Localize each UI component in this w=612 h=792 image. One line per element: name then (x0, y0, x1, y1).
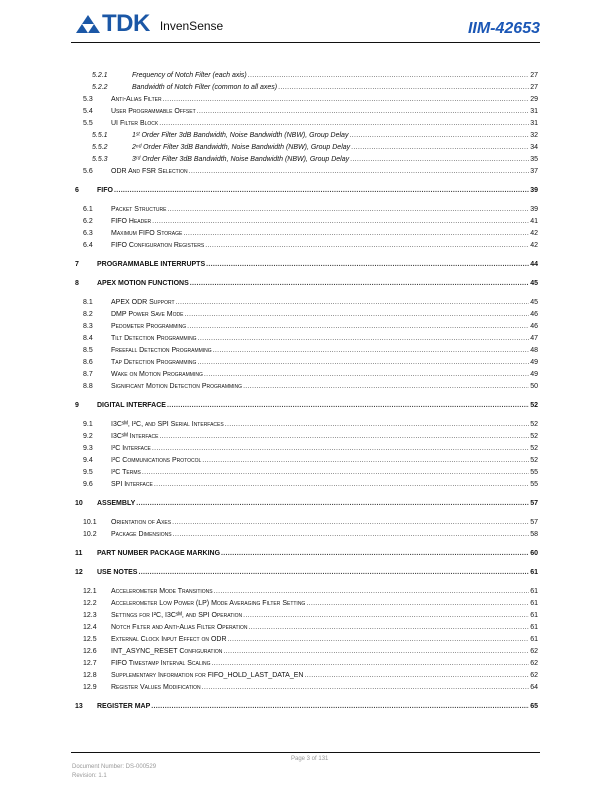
toc-page: 52 (530, 445, 538, 452)
toc-page: 61 (530, 636, 538, 643)
toc-entry[interactable] (70, 684, 538, 696)
toc-entry[interactable] (70, 359, 538, 371)
toc-page: 61 (530, 624, 538, 631)
toc-title: Freefall Detection Programming (111, 347, 212, 354)
toc-title: UI Filter Block (111, 120, 159, 127)
toc-number: 5.2.1 (92, 72, 108, 79)
toc-entry[interactable] (70, 660, 538, 672)
toc-page: 65 (530, 703, 538, 710)
toc-entry[interactable] (70, 612, 538, 624)
toc-entry[interactable] (70, 624, 538, 636)
toc-leader (197, 108, 530, 115)
toc-leader (183, 230, 529, 237)
toc-title: FIFO (97, 187, 113, 194)
toc-entry[interactable] (70, 132, 538, 144)
toc-page: 52 (530, 433, 538, 440)
toc-title: Maximum FIFO Storage (111, 230, 183, 237)
toc-number: 5.3 (83, 96, 93, 103)
toc-number: 8 (75, 280, 79, 287)
toc-entry[interactable] (70, 144, 538, 156)
toc-leader (350, 156, 529, 163)
part-number: IIM-42653 (467, 20, 540, 37)
toc-number: 5.6 (83, 168, 93, 175)
toc-page: 31 (530, 108, 538, 115)
toc-leader (306, 600, 529, 607)
toc-number: 7 (75, 261, 79, 268)
toc-title: DIGITAL INTERFACE (97, 402, 166, 409)
toc-page: 48 (530, 347, 538, 354)
toc-entry[interactable] (70, 636, 538, 648)
toc-number: 9 (75, 402, 79, 409)
toc-leader (159, 120, 529, 127)
toc-page: 60 (530, 550, 538, 557)
toc-title: Pedometer Programming (111, 323, 187, 330)
toc-number: 12.1 (83, 588, 97, 595)
toc-entry[interactable] (70, 347, 538, 359)
toc-number: 10 (75, 500, 83, 507)
toc-leader (184, 311, 529, 318)
toc-page: 62 (530, 672, 538, 679)
toc-number: 11 (75, 550, 83, 557)
toc-page: 61 (530, 569, 538, 576)
toc-number: 10.1 (83, 519, 97, 526)
toc-title: 3ʳᵈ Order Filter 3dB Bandwidth, Noise Bandwidth (NBW), Group Delay (132, 156, 350, 163)
toc-leader (138, 569, 529, 576)
toc-title: I²C Communications Protocol (111, 457, 202, 464)
toc-leader (248, 624, 529, 631)
toc-entry[interactable] (70, 187, 538, 199)
footer-doc-info (72, 763, 156, 781)
toc-number: 9.2 (83, 433, 93, 440)
toc-page: 50 (530, 383, 538, 390)
toc-number: 6.4 (83, 242, 93, 249)
toc-title: Tilt Detection Programming (111, 335, 197, 342)
toc-number: 5.5 (83, 120, 93, 127)
toc-title: ODR And FSR Selection (111, 168, 188, 175)
toc-leader (167, 206, 529, 213)
toc-entry[interactable] (70, 445, 538, 457)
toc-leader (225, 421, 530, 428)
toc-title: Frequency of Notch Filter (each axis) (132, 72, 247, 79)
toc-title: 1ˢᵗ Order Filter 3dB Bandwidth, Noise Bandwidth (NBW), Group Delay (132, 132, 349, 139)
toc-leader (189, 168, 530, 175)
toc-title: I²C Interface (111, 445, 151, 452)
toc-page: 42 (530, 230, 538, 237)
revision: Revision: 1.1 (72, 773, 107, 779)
toc-page: 46 (530, 323, 538, 330)
toc-title: ASSEMBLY (97, 500, 136, 507)
toc-page: 27 (530, 84, 538, 91)
toc-page: 32 (530, 132, 538, 139)
toc-entry[interactable] (70, 335, 538, 347)
toc-entry[interactable] (70, 168, 538, 180)
toc-leader (151, 703, 529, 710)
toc-page: 27 (530, 72, 538, 79)
toc-title: FIFO Configuration Registers (111, 242, 205, 249)
toc-leader (212, 660, 530, 667)
toc-entry[interactable] (70, 531, 538, 543)
toc-entry[interactable] (70, 120, 538, 132)
toc-number: 12.4 (83, 624, 97, 631)
toc-entry[interactable] (70, 588, 538, 600)
toc-entry[interactable] (70, 421, 538, 433)
toc-leader (202, 457, 529, 464)
toc-leader (198, 335, 530, 342)
toc-leader (214, 588, 530, 595)
toc-page: 58 (530, 531, 538, 538)
toc-number: 8.3 (83, 323, 93, 330)
toc-leader (176, 299, 530, 306)
toc-entry[interactable] (70, 156, 538, 168)
toc-page: 45 (530, 280, 538, 287)
toc-leader (349, 132, 529, 139)
toc-title: Bandwidth of Notch Filter (common to all axes) (132, 84, 278, 91)
toc-title: I3Cˢᴹ, I²C, and SPI Serial Interfaces (111, 421, 224, 428)
toc-entry[interactable] (70, 469, 538, 481)
toc-entry[interactable] (70, 550, 538, 562)
toc-number: 12 (75, 569, 83, 576)
toc-title: PROGRAMMABLE INTERRUPTS (97, 261, 206, 268)
toc-number: 6.3 (83, 230, 93, 237)
toc-title: User Programmable Offset (111, 108, 196, 115)
toc-number: 9.3 (83, 445, 93, 452)
tdk-symbol-icon (76, 14, 100, 34)
toc-number: 9.5 (83, 469, 93, 476)
toc-number: 12.2 (83, 600, 97, 607)
toc-title: I²C Terms (111, 469, 141, 476)
toc-entry[interactable] (70, 600, 538, 612)
toc-title: Supplementary Information for FIFO_HOLD_LAST_DATA_EN (111, 672, 304, 679)
toc-entry[interactable] (70, 481, 538, 493)
toc-number: 5.4 (83, 108, 93, 115)
toc-entry[interactable] (70, 457, 538, 469)
toc-number: 8.2 (83, 311, 93, 318)
toc-page: 37 (530, 168, 538, 175)
toc-entry[interactable] (70, 72, 538, 84)
toc-leader (172, 519, 529, 526)
toc-leader (167, 402, 529, 409)
toc-leader (142, 469, 529, 476)
toc-number: 8.5 (83, 347, 93, 354)
toc-title: INT_ASYNC_RESET Configuration (111, 648, 223, 655)
table-of-contents (70, 72, 538, 722)
toc-number: 12.9 (83, 684, 97, 691)
toc-page: 34 (530, 144, 538, 151)
toc-leader (152, 445, 529, 452)
toc-page: 49 (530, 371, 538, 378)
toc-entry[interactable] (70, 371, 538, 383)
toc-title: Notch Filter and Anti-Alias Filter Operation (111, 624, 248, 631)
toc-leader (304, 672, 529, 679)
toc-entry[interactable] (70, 703, 538, 715)
toc-number: 6 (75, 187, 79, 194)
toc-title: Tap Detection Programming (111, 359, 197, 366)
toc-number: 10.2 (83, 531, 97, 538)
toc-title: Wake on Motion Programming (111, 371, 203, 378)
toc-title: APEX MOTION FUNCTIONS (97, 280, 189, 287)
toc-leader (351, 144, 529, 151)
toc-leader (204, 371, 529, 378)
toc-number: 5.5.1 (92, 132, 108, 139)
toc-entry[interactable] (70, 261, 538, 273)
toc-page: 45 (530, 299, 538, 306)
document-number: Document Number: DS-000529 (72, 764, 157, 770)
toc-leader (243, 612, 529, 619)
toc-page: 29 (530, 96, 538, 103)
toc-title: PART NUMBER PACKAGE MARKING (97, 550, 221, 557)
toc-title: I3Cˢᴹ Interface (111, 433, 159, 440)
toc-entry[interactable] (70, 323, 538, 335)
toc-leader (163, 96, 530, 103)
toc-title: Register Values Modification (111, 684, 201, 691)
toc-number: 6.1 (83, 206, 93, 213)
toc-title: FIFO Timestamp Interval Scaling (111, 660, 211, 667)
toc-number: 12.6 (83, 648, 97, 655)
footer-divider (71, 752, 540, 753)
toc-leader (187, 323, 529, 330)
toc-title: Settings for I²C, I3Cˢᴹ, and SPI Operation (111, 612, 243, 619)
toc-entry[interactable] (70, 648, 538, 660)
toc-leader (202, 684, 530, 691)
toc-leader (206, 261, 529, 268)
toc-page: 46 (530, 311, 538, 318)
toc-number: 9.1 (83, 421, 93, 428)
toc-leader (114, 187, 529, 194)
toc-entry[interactable] (70, 96, 538, 108)
toc-entry[interactable] (70, 230, 538, 242)
toc-leader (248, 72, 529, 79)
toc-number: 5.5.2 (92, 144, 108, 151)
toc-entry[interactable] (70, 299, 538, 311)
toc-page: 39 (530, 206, 538, 213)
toc-number: 5.2.2 (92, 84, 108, 91)
toc-entry[interactable] (70, 280, 538, 292)
toc-title: Packet Structure (111, 206, 167, 213)
toc-entry[interactable] (70, 402, 538, 414)
toc-page: 57 (530, 500, 538, 507)
toc-title: DMP Power Save Mode (111, 311, 184, 318)
toc-leader (278, 84, 529, 91)
toc-leader (136, 500, 529, 507)
toc-page: 61 (530, 588, 538, 595)
toc-title: Accelerometer Mode Transitions (111, 588, 213, 595)
toc-leader (228, 636, 530, 643)
toc-leader (154, 481, 529, 488)
toc-page: 62 (530, 648, 538, 655)
toc-page: 57 (530, 519, 538, 526)
toc-title: FIFO Header (111, 218, 152, 225)
toc-title: REGISTER MAP (97, 703, 151, 710)
toc-leader (173, 531, 530, 538)
toc-page: 52 (530, 457, 538, 464)
toc-leader (223, 648, 529, 655)
toc-entry[interactable] (70, 84, 538, 96)
toc-title: Orientation of Axes (111, 519, 172, 526)
toc-number: 9.4 (83, 457, 93, 464)
toc-entry[interactable] (70, 519, 538, 531)
toc-leader (197, 359, 529, 366)
toc-page: 41 (530, 218, 538, 225)
toc-number: 5.5.3 (92, 156, 108, 163)
toc-page: 42 (530, 242, 538, 249)
page-number: Page 3 of 131 (291, 756, 329, 762)
toc-entry[interactable] (70, 500, 538, 512)
toc-number: 8.1 (83, 299, 93, 306)
toc-page: 55 (530, 469, 538, 476)
toc-title: SPI Interface (111, 481, 153, 488)
toc-number: 8.6 (83, 359, 93, 366)
toc-number: 8.8 (83, 383, 93, 390)
toc-number: 8.4 (83, 335, 93, 342)
toc-entry[interactable] (70, 311, 538, 323)
toc-leader (152, 218, 529, 225)
toc-page: 49 (530, 359, 538, 366)
toc-entry[interactable] (70, 206, 538, 218)
toc-leader (221, 550, 529, 557)
toc-leader (243, 383, 529, 390)
toc-number: 12.5 (83, 636, 97, 643)
toc-entry[interactable] (70, 433, 538, 445)
brand-name: TDK (102, 10, 150, 37)
toc-page: 31 (530, 120, 538, 127)
toc-page: 64 (530, 684, 538, 691)
toc-leader (159, 433, 529, 440)
toc-entry[interactable] (70, 108, 538, 120)
toc-number: 8.7 (83, 371, 93, 378)
toc-entry[interactable] (70, 672, 538, 684)
toc-page: 61 (530, 600, 538, 607)
toc-page: 61 (530, 612, 538, 619)
toc-title: 2ⁿᵈ Order Filter 3dB Bandwidth, Noise Bandwidth (NBW), Group Delay (132, 144, 351, 151)
toc-entry[interactable] (70, 383, 538, 395)
toc-number: 13 (75, 703, 83, 710)
toc-page: 47 (530, 335, 538, 342)
brand-subname: InvenSense (159, 19, 224, 33)
toc-title: Package Dimensions (111, 531, 172, 538)
toc-number: 12.7 (83, 660, 97, 667)
toc-title: External Clock Input Effect on ODR (111, 636, 227, 643)
toc-page: 52 (530, 421, 538, 428)
toc-title: USE NOTES (97, 569, 138, 576)
toc-leader (205, 242, 529, 249)
toc-page: 62 (530, 660, 538, 667)
toc-title: Significant Motion Detection Programming (111, 383, 243, 390)
toc-leader (213, 347, 530, 354)
toc-page: 44 (530, 261, 538, 268)
toc-title: Anti-Alias Filter (111, 96, 162, 103)
toc-number: 12.3 (83, 612, 97, 619)
toc-page: 39 (530, 187, 538, 194)
toc-page: 52 (530, 402, 538, 409)
toc-title: APEX ODR Support (111, 299, 175, 306)
tdk-invensense-logo (76, 10, 224, 37)
toc-entry[interactable] (70, 242, 538, 254)
toc-page: 35 (530, 156, 538, 163)
toc-leader (190, 280, 529, 287)
toc-number: 12.8 (83, 672, 97, 679)
header-divider (71, 42, 540, 43)
toc-entry[interactable] (70, 218, 538, 230)
toc-number: 6.2 (83, 218, 93, 225)
toc-title: Accelerometer Low Power (LP) Mode Averaging Filter Setting (111, 600, 306, 607)
toc-page: 55 (530, 481, 538, 488)
toc-entry[interactable] (70, 569, 538, 581)
toc-number: 9.6 (83, 481, 93, 488)
